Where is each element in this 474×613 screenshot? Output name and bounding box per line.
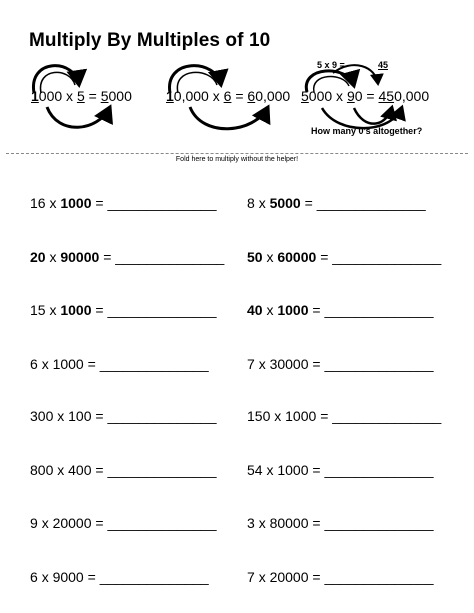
problem-5: 15 x 1000 = ______________	[30, 302, 217, 318]
fold-line	[6, 153, 468, 154]
helper-expression: 5 x 9 =	[317, 60, 345, 70]
problem-15: 6 x 9000 = ______________	[30, 569, 209, 585]
problem-7: 6 x 1000 = ______________	[30, 356, 209, 372]
worksheet-title: Multiply By Multiples of 10	[29, 30, 271, 51]
example-2: 10,000 x 6 = 60,000	[166, 88, 291, 104]
curved-arrow-icon	[354, 107, 392, 124]
fold-instruction: Fold here to multiply without the helper!	[175, 156, 299, 163]
problem-11: 800 x 400 = ______________	[30, 462, 217, 478]
helper-question: How many 0’s altogether?	[311, 126, 423, 136]
problem-6: 40 x 1000 = ______________	[247, 302, 434, 318]
problem-16: 7 x 20000 = ______________	[247, 569, 434, 585]
example-1: 1000 x 5 = 5000	[31, 88, 132, 104]
problem-2: 8 x 5000 = ______________	[247, 195, 426, 211]
curved-arrow-icon	[190, 107, 268, 129]
problem-9: 300 x 100 = ______________	[30, 408, 217, 424]
helper-result: 45	[378, 60, 389, 70]
problem-1: 16 x 1000 = ______________	[30, 195, 217, 211]
problem-13: 9 x 20000 = ______________	[30, 515, 217, 531]
curved-arrow-icon	[47, 107, 110, 127]
problem-3: 20 x 90000 = ______________	[30, 249, 225, 265]
problem-10: 150 x 1000 = ______________	[247, 408, 442, 424]
problem-12: 54 x 1000 = ______________	[247, 462, 434, 478]
problem-14: 3 x 80000 = ______________	[247, 515, 434, 531]
problem-8: 7 x 30000 = ______________	[247, 356, 434, 372]
example-3: 5000 x 90 = 450,000	[301, 88, 430, 104]
problem-4: 50 x 60000 = ______________	[247, 249, 442, 265]
